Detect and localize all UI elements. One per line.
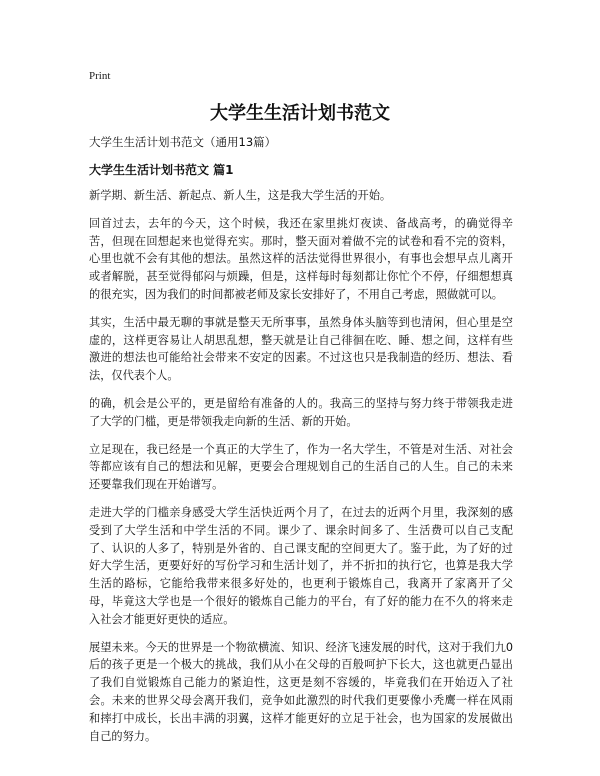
paragraph: 走进大学的门槛亲身感受大学生活快近两个月了，在过去的近两个月里，我深刻的感受到了大学生活和中学生活的不同。课少了、课余时间多了、生活费可以自己支配了、认识的人多了，特别是外省的、自己课支配的空间更大了。鉴于此，为了好的过好大学生活，更要好好的写份学习和生活计划了，并不折扣的执行它，也算是我大学生活的路标，它能给我带来很多好处的，也更利于锻炼自己，我离开了家离开了父母，毕竟这大学也是一个很好的锻炼自己能力的平台，有了好的能力在不久的将来走入社会才能更好更快的适应。: [89, 505, 513, 626]
paragraph: 展望未来。今天的世界是一个物欲横流、知识、经济飞速发展的时代，这对于我们九0后的孩子更是一个极大的挑战，我们从小在父母的百般呵护下长大，这也就更凸显出了我们自觉锻炼自己能力的紧迫性，这更是刻不容缓的，毕竟我们在开始迈入了社会。未来的世界父母会离开我们，竞争如此激烈的时代我们更要像小秃鹰一样在风雨和摔打中成长，长出丰满的羽翼，这样才能更好的立足于社会，也为国家的发展做出自己的努力。: [89, 640, 513, 743]
paragraph: 的确，机会是公平的，更是留给有准备的人的。我高三的坚持与努力终于带领我走进了大学的门槛，更是带领我走向新的生活、新的开始。: [89, 396, 513, 428]
document-subtitle: 大学生生活计划书范文（通用13篇）: [89, 135, 277, 149]
paragraph: 回首过去，去年的今天，这个时候，我还在家里挑灯夜读、备战高考，的确觉得辛苦，但现在回想起来也觉得充实。那时，整天面对着做不完的试卷和看不完的资料，心里也就不会有其他的想法。虽然这样的活法觉得世界很小，有事也会想早点儿离开或者解脱，甚至觉得郁闷与烦躁，但是，这样每时每刻都让你忙个不停，仔细想想真的很充实，因为我们的时间都被老师及家长安排好了，不用自己考虑，照做就可以。: [89, 216, 513, 301]
paragraph: 新学期、新生活、新起点、新人生，这是我大学生活的开始。: [89, 189, 392, 202]
section-heading: 大学生生活计划书范文 篇1: [89, 163, 234, 177]
paragraph: 其实，生活中最无聊的事就是整天无所事事，虽然身体头脑等到也清闲，但心里是空虚的，这样更容易让人胡思乱想，整天就是让自己徘徊在吃、睡、想之间，这样有些激进的想法也可能给社会带来不安定的因素。不过这也只是我制造的经历、想法、看法，仅代表个人。: [89, 315, 513, 383]
page-title: 大学生生活计划书范文: [210, 103, 390, 124]
print-link[interactable]: Print: [89, 70, 111, 82]
paragraph: 立足现在，我已经是一个真正的大学生了，作为一名大学生，不管是对生活、对社会等都应该有自己的想法和见解，更要会合理规划自己的生活自己的人生。自己的未来还要靠我们现在开始谱写。: [89, 442, 513, 492]
document-body: [89, 133, 513, 755]
